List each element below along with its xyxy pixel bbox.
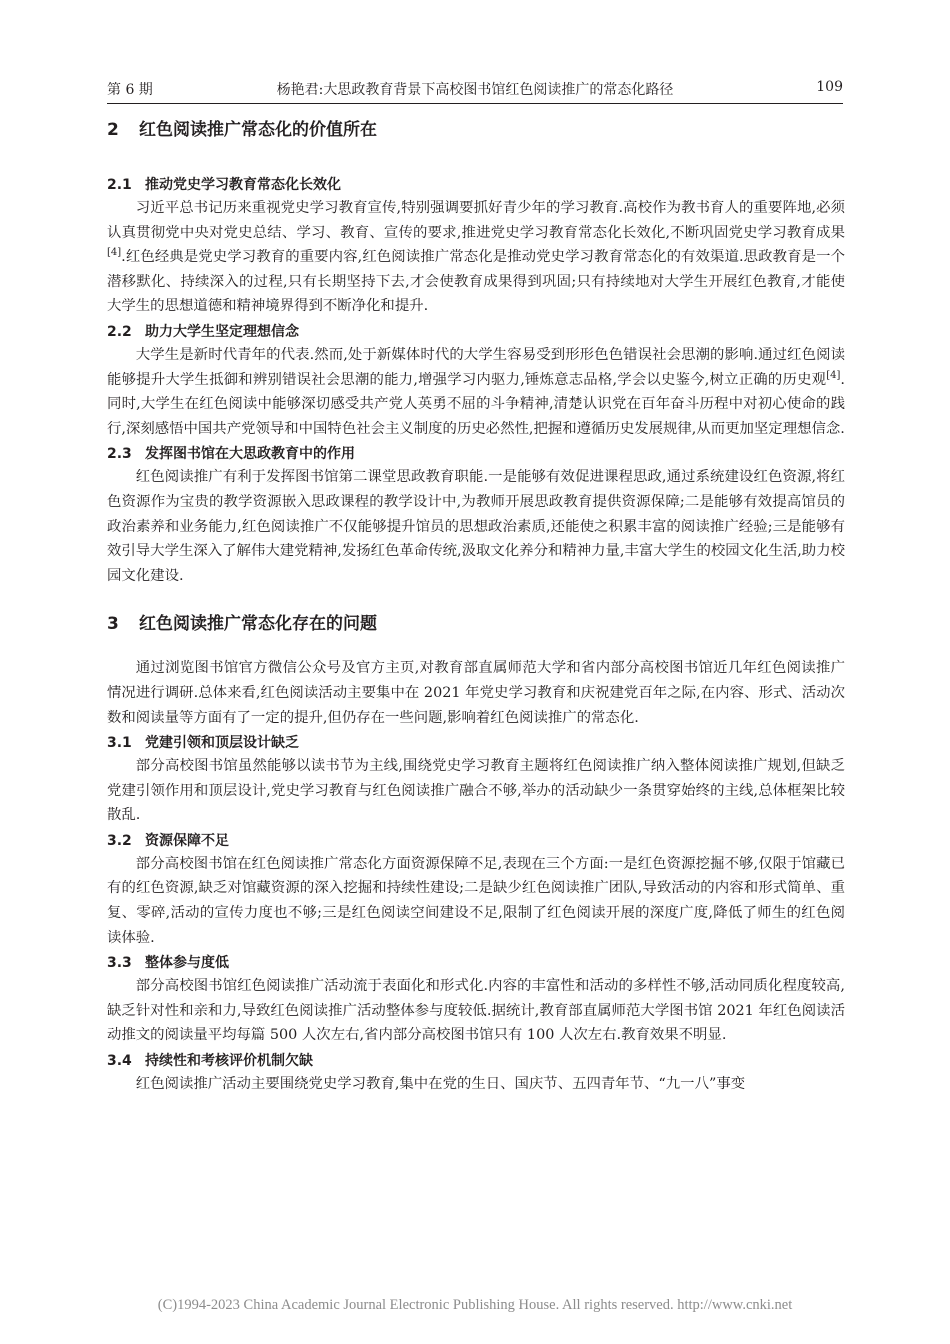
paragraph-3-4: 红色阅读推广活动主要围绕党史学习教育,集中在党的生日、国庆节、五四青年节、“九一八”事变 (135, 1076, 746, 1093)
paragraph-2-1: 习近平总书记历来重视党史学习教育宣传,特别强调要抓好青少年的学习教育.高校作为教书育人的重要阵地,必须认真贯彻党中央对党史总结、学习、教育、宣传的要求,推进党史学习教育常态化长效化,不断巩固党史学习教育成果[4].红色经典是党史学习教育的重要内容,红色阅读推广常态化是推动党史学习教育常态化的有效渠道.思政教育是一个潜移默化、持续深入的过程,只有长期坚持下去,才会使教育成果得到巩固;只有持续地对大学生开展红色教育,才能使大学生的思想道德和精神境界得到不断净化和提升. (107, 200, 845, 315)
subsection-number: 2.3 (107, 446, 132, 463)
subsection-3-3-heading (107, 952, 845, 974)
subsection-2-2-heading (107, 321, 845, 343)
subsection-title: 整体参与度低 (145, 955, 229, 972)
paragraph-3-1: 部分高校图书馆虽然能够以读书节为主线,围绕党史学习教育主题将红色阅读推广纳入整体阅读推广规划,但缺乏党建引领作用和顶层设计,党史学习教育与红色阅读推广融合不够,举办的活动缺少一条贯穿始终的主线,总体框架比较散乱. (107, 758, 845, 824)
section-title: 红色阅读推广常态化存在的问题 (139, 614, 377, 635)
subsection-title: 持续性和考核评价机制欠缺 (145, 1053, 313, 1070)
paragraph-2-2: 大学生是新时代青年的代表.然而,处于新媒体时代的大学生容易受到形形色色错误社会思潮的影响.通过红色阅读能够提升大学生抵御和辨别错误社会思潮的能力,增强学习内驱力,锤炼意志品格,学会以史鉴今,树立正确的历史观[4].同时,大学生在红色阅读中能够深切感受共产党人英勇不屈的斗争精神,清楚认识党在百年奋斗历程中对初心使命的践行,深刻感悟中国共产党领导和中国特色社会主义制度的历史必然性,把握和遵循历史发展规律,从而更加坚定理想信念. (107, 346, 845, 437)
subsection-number: 3.1 (107, 735, 132, 752)
header-rule (107, 103, 843, 104)
subsection-number: 3.4 (107, 1053, 132, 1070)
subsection-number: 3.2 (107, 832, 132, 849)
page-number: 109 (816, 79, 843, 95)
paragraph-3-3: 部分高校图书馆红色阅读推广活动流于表面化和形式化.内容的丰富性和活动的多样性不够,活动同质化程度较高,缺乏针对性和亲和力,导致红色阅读推广活动整体参与度较低.据统计,教育部直属师范大学图书馆 2021 年红色阅读活动推文的阅读量平均每篇 500 人次左右,省内部分高校图书馆只有 100 人次左右.教育效果不明显. (107, 978, 845, 1044)
subsection-3-4-heading (107, 1050, 845, 1072)
subsection-3-1-heading (107, 732, 845, 754)
subsection-3-2-heading (107, 830, 845, 852)
section-number: 3 (107, 614, 119, 635)
subsection-title: 推动党史学习教育常态化长效化 (145, 177, 341, 193)
subsection-title: 助力大学生坚定理想信念 (145, 323, 299, 340)
subsection-number: 2.1 (107, 177, 132, 193)
running-header (107, 77, 843, 101)
paragraph-2-3: 红色阅读推广有利于发挥图书馆第二课堂思政教育职能.一是能够有效促进课程思政,通过系统建设红色资源,将红色资源作为宝贵的教学资源嵌入思政课程的教学设计中,为教师开展思政教育提供资源保障;二是能够有效提高馆员的政治素养和业务能力,红色阅读推广不仅能够提升馆员的思想政治素质,还能使之积累丰富的阅读推广经验;三是能够有效引导大学生深入了解伟大建党精神,发扬红色革命传统,汲取文化养分和精神力量,丰富大学生的校园文化生活,助力校园文化建设. (107, 469, 845, 584)
section-3-heading (107, 612, 845, 636)
section-number: 2 (107, 120, 119, 140)
subsection-2-1-heading (107, 174, 845, 196)
subsection-title: 资源保障不足 (145, 832, 229, 849)
article-body (107, 110, 845, 1097)
subsection-2-3-heading (107, 443, 845, 465)
subsection-number: 3.3 (107, 955, 132, 972)
subsection-number: 2.2 (107, 323, 132, 340)
section-2-heading (107, 118, 845, 142)
paragraph-3-intro: 通过浏览图书馆官方微信公众号及官方主页,对教育部直属师范大学和省内部分高校图书馆近几年红色阅读推广情况进行调研.总体来看,红色阅读活动主要集中在 2021 年党史学习教育和庆祝建党百年之际,在内容、形式、活动次数和阅读量等方面有了一定的提升,但仍存在一些问题,影响着红色阅读推广的常态化. (107, 660, 845, 726)
subsection-title: 党建引领和顶层设计缺乏 (145, 735, 299, 752)
running-title: 杨艳君:大思政教育背景下高校图书馆红色阅读推广的常态化路径 (276, 82, 674, 98)
citation-ref[interactable]: [4] (107, 247, 122, 259)
subsection-title: 发挥图书馆在大思政教育中的作用 (145, 446, 355, 463)
issue-label: 第 6 期 (107, 82, 153, 98)
citation-ref[interactable]: [4] (826, 369, 841, 381)
section-title: 红色阅读推广常态化的价值所在 (139, 120, 377, 140)
copyright-footer: (C)1994-2023 China Academic Journal Electronic Publishing House. All rights reserved. http://www.cnki.net (157, 1297, 793, 1313)
paragraph-3-2: 部分高校图书馆在红色阅读推广常态化方面资源保障不足,表现在三个方面:一是红色资源挖掘不够,仅限于馆藏已有的红色资源,缺乏对馆藏资源的深入挖掘和持续性建设;二是缺少红色阅读推广团队,导致活动的内容和形式简单、重复、零碎,活动的宣传力度也不够;三是红色阅读空间建设不足,限制了红色阅读开展的深度广度,降低了师生的红色阅读体验. (107, 855, 845, 946)
